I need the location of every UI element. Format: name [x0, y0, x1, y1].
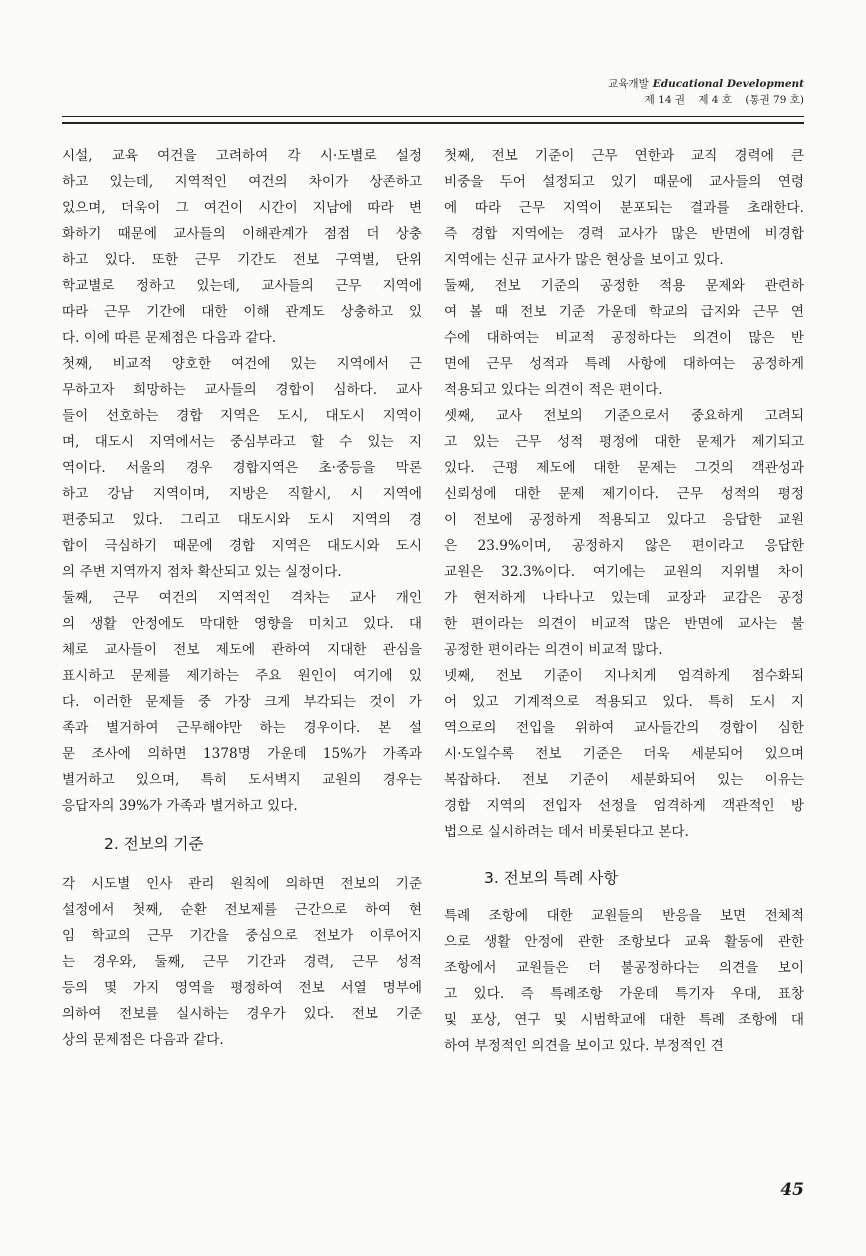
text-line: 문 조사에 의하면 1378명 가운데 15%가 가족과 — [62, 746, 422, 762]
paragraph — [444, 903, 804, 1059]
text-line: 각 시도별 인사 관리 원칙에 의하면 전보의 기준 — [62, 876, 422, 892]
left-column — [62, 143, 422, 1053]
text-line: 공정한 편이라는 의견이 비교적 많다. — [444, 642, 663, 658]
serial-label: (통권 79 호) — [745, 94, 804, 106]
text-line: 법으로 실시하려는 데서 비롯된다고 본다. — [444, 824, 689, 840]
text-line: 여 볼 때 전보 기준 가운데 학교의 급지와 근무 연 — [444, 304, 804, 320]
text-line: 하고 있는데, 지역적인 여건의 차이가 상존하고 — [62, 174, 422, 190]
running-header — [608, 76, 804, 108]
text-line: 표시하고 문제를 제기하는 주요 원인이 여기에 있 — [62, 668, 422, 684]
text-line: 고 있다. 즉 특례조항 가운데 특기자 우대, 표창 — [444, 986, 804, 1002]
text-line: 의 생활 안정에도 막대한 영향을 미치고 있다. 대 — [62, 616, 422, 632]
paragraph — [62, 871, 422, 1053]
paragraph — [62, 351, 422, 585]
text-line: 신뢰성에 대한 문제 제기이다. 근무 성적의 평정 — [444, 486, 804, 502]
text-line: 비중을 두어 설정되고 있기 때문에 교사들의 연령 — [444, 174, 804, 190]
text-line: 어 있고 기계적으로 적용되고 있다. 특히 도시 지 — [444, 694, 804, 710]
text-line: 둘째, 전보 기준의 공정한 적용 문제와 관련하 — [444, 278, 804, 294]
paragraph — [62, 143, 422, 351]
text-line: 는 경우와, 둘째, 근무 기간과 경력, 근무 성적 — [62, 954, 422, 970]
text-line: 학교별로 정하고 있는데, 교사들의 근무 지역에 — [62, 278, 422, 294]
text-line: 시설, 교육 여건을 고려하여 각 시·도별로 설정 — [62, 148, 422, 164]
text-line: 다. 이에 따른 문제점은 다음과 같다. — [62, 330, 277, 346]
text-line: 조항에서 교원들은 더 불공정하다는 의견을 보이 — [444, 960, 804, 976]
paragraph — [444, 403, 804, 663]
page-number: 45 — [780, 1180, 804, 1200]
text-line: 복잡하다. 전보 기준이 세분화되어 있는 이유는 — [444, 772, 804, 788]
text-line: 족과 별거하여 근무해야만 하는 경우이다. 본 설 — [62, 720, 422, 736]
text-line: 셋째, 교사 전보의 기준으로서 중요하게 고려되 — [444, 408, 804, 424]
paragraph — [62, 585, 422, 819]
text-line: 의 주변 지역까지 점차 확산되고 있는 실정이다. — [62, 564, 342, 580]
text-line: 하여 부정적인 의견을 보이고 있다. 부정적인 견 — [444, 1038, 724, 1054]
text-line: 화하기 때문에 교사들의 이해관계가 점점 더 상충 — [62, 226, 422, 242]
text-line: 넷째, 전보 기준이 지나치게 엄격하게 점수화되 — [444, 668, 804, 684]
text-line: 합이 극심하기 때문에 경합 지역은 대도시와 도시 — [62, 538, 422, 554]
text-line: 적용되고 있다는 의견이 적은 편이다. — [444, 382, 663, 398]
text-line: 면에 근무 성적과 특례 사항에 대하여는 공정하게 — [444, 356, 804, 372]
text-line: 있으며, 더욱이 그 여건이 시간이 지남에 따라 변 — [62, 200, 422, 216]
header-rule — [62, 116, 804, 124]
text-line: 역으로의 전입을 위하여 교사들간의 경합이 심한 — [444, 720, 804, 736]
text-line: 하고 강남 지역이며, 지방은 직할시, 시 지역에 — [62, 486, 422, 502]
text-line: 있다. 근평 제도에 대한 문제는 그것의 객관성과 — [444, 460, 804, 476]
text-line: 첫째, 비교적 양호한 여건에 있는 지역에서 근 — [62, 356, 422, 372]
text-line: 무하고자 희망하는 교사들의 경합이 심하다. 교사 — [62, 382, 422, 398]
text-line: 체로 교사들이 전보 제도에 관하여 지대한 관심을 — [62, 642, 422, 658]
journal-title-en: Educational Development — [652, 78, 804, 90]
text-line: 고 있는 근무 성적 평정에 대한 문제가 제기되고 — [444, 434, 804, 450]
text-line: 첫째, 전보 기준이 근무 연한과 교직 경력에 큰 — [444, 148, 804, 164]
text-line: 한 편이라는 의견이 비교적 많은 반면에 교사는 불 — [444, 616, 804, 632]
text-line: 며, 대도시 지역에서는 중심부라고 할 수 있는 지 — [62, 434, 422, 450]
text-line: 역이다. 서울의 경우 경합지역은 초·중등을 막론 — [62, 460, 422, 476]
text-line: 상의 문제점은 다음과 같다. — [62, 1032, 224, 1048]
paragraph — [444, 663, 804, 845]
issue-label: 제 4 호 — [698, 94, 732, 106]
text-line: 응답자의 39%가 가족과 별거하고 있다. — [62, 798, 298, 814]
section-heading: 2. 전보의 기준 — [104, 835, 204, 853]
text-line: 시·도일수록 전보 기준은 더욱 세분되어 있으며 — [444, 746, 804, 762]
text-line: 경합 지역의 전입자 선정을 엄격하게 객관적인 방 — [444, 798, 804, 814]
text-line: 에 따라 근무 지역이 분포되는 결과를 초래한다. — [444, 200, 804, 216]
text-line: 지역에는 신규 교사가 많은 현상을 보이고 있다. — [444, 252, 724, 268]
text-line: 은 23.9%이며, 공정하지 않은 편이라고 응답한 — [444, 538, 804, 554]
text-line: 별거하고 있으며, 특히 도서벽지 교원의 경우는 — [62, 772, 422, 788]
journal-title-ko: 교육개발 — [608, 78, 649, 90]
text-line: 의하여 전보를 실시하는 경우가 있다. 전보 기준 — [62, 1006, 422, 1022]
text-line: 둘째, 근무 여건의 지역적인 격차는 교사 개인 — [62, 590, 422, 606]
text-line: 교원은 32.3%이다. 여기에는 교원의 지위별 차이 — [444, 564, 804, 580]
text-line: 특례 조항에 대한 교원들의 반응을 보면 전체적 — [444, 908, 804, 924]
volume-label: 제 14 권 — [644, 94, 685, 106]
paragraph — [444, 273, 804, 403]
text-line: 으로 생활 안정에 관한 조항보다 교육 활동에 관한 — [444, 934, 804, 950]
text-line: 이 전보에 공정하게 적용되고 있다고 응답한 교원 — [444, 512, 804, 528]
text-line: 따라 근무 기간에 대한 이해 관계도 상충하고 있 — [62, 304, 422, 320]
text-line: 가 현저하게 나타나고 있는데 교장과 교감은 공정 — [444, 590, 804, 606]
text-line: 편중되고 있다. 그리고 대도시와 도시 지역의 경 — [62, 512, 422, 528]
section-heading: 3. 전보의 특례 사항 — [484, 869, 619, 887]
text-line: 등의 몇 가지 영역을 평정하여 전보 서열 명부에 — [62, 980, 422, 996]
text-line: 들이 선호하는 경합 지역은 도시, 대도시 지역이 — [62, 408, 422, 424]
text-line: 설정에서 첫째, 순환 전보제를 근간으로 하여 현 — [62, 902, 422, 918]
text-line: 수에 대하여는 비교적 공정하다는 의견이 많은 반 — [444, 330, 804, 346]
text-line: 하고 있다. 또한 근무 기간도 전보 구역별, 단위 — [62, 252, 422, 268]
text-line: 및 포상, 연구 및 시범학교에 대한 특례 조항에 대 — [444, 1012, 804, 1028]
right-column — [444, 143, 804, 1059]
paragraph — [444, 143, 804, 273]
text-line: 즉 경합 지역에는 경력 교사가 많은 반면에 비경합 — [444, 226, 804, 242]
text-line: 임 학교의 근무 기간을 중심으로 전보가 이루어지 — [62, 928, 422, 944]
text-line: 다. 이러한 문제들 중 가장 크게 부각되는 것이 가 — [62, 694, 422, 710]
